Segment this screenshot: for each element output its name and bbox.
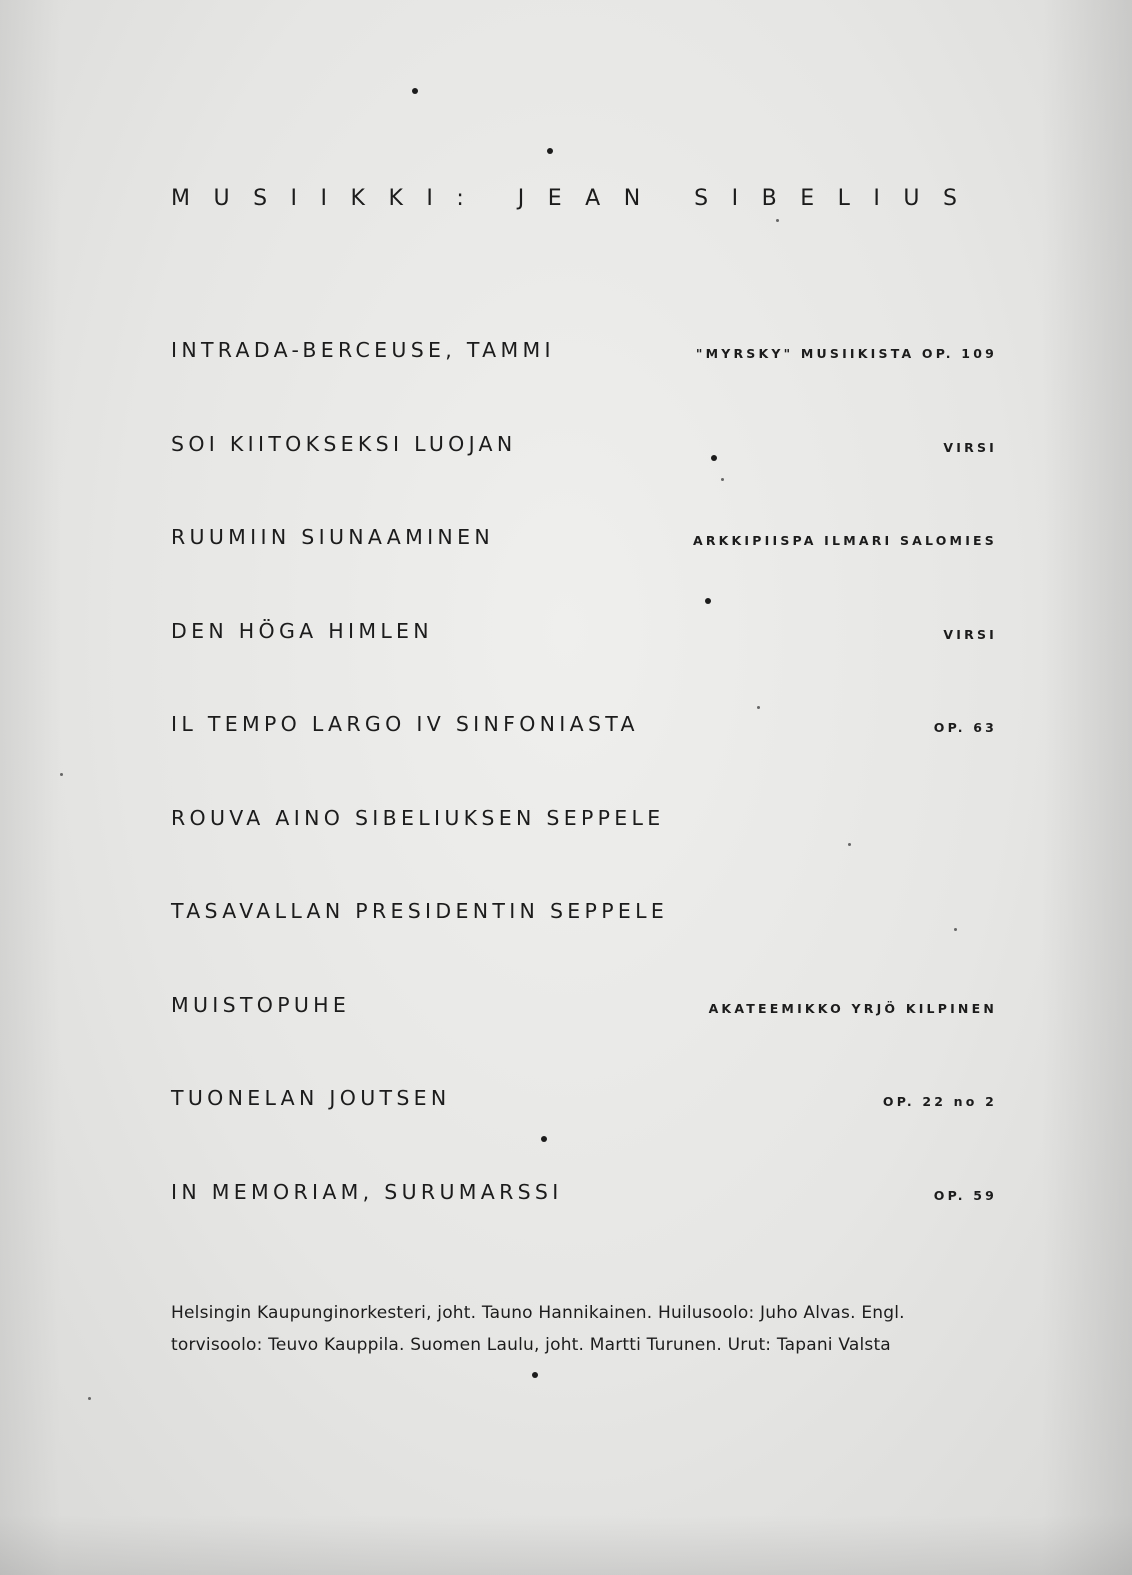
credits-line: torvisoolo: Teuvo Kauppila. Suomen Laulu, joht. Martti Turunen. Urut: Tapani Valsta xyxy=(171,1335,891,1355)
page-shadow-right xyxy=(1042,0,1132,1575)
programme-item-title: IN MEMORIAM, SURUMARSSI xyxy=(171,1179,563,1204)
programme-item xyxy=(171,712,997,806)
credits-line: Helsingin Kaupunginorkesteri, joht. Tauno Hannikainen. Huilusoolo: Juho Alvas. Engl. xyxy=(171,1303,905,1323)
programme-item xyxy=(171,1180,997,1274)
programme-item-note: OP. 59 xyxy=(933,1187,997,1203)
programme-item xyxy=(171,993,997,1087)
programme-list xyxy=(171,338,997,1273)
programme-item-title: MUISTOPUHE xyxy=(171,992,351,1017)
print-speck xyxy=(776,219,779,222)
programme-item xyxy=(171,525,997,619)
print-speck xyxy=(88,1397,91,1400)
heading-music-by: MUSIIKKI: JEAN SIBELIUS xyxy=(171,186,981,211)
print-speck xyxy=(60,773,63,776)
programme-item xyxy=(171,1086,997,1180)
programme-item-title: RUUMIIN SIUNAAMINEN xyxy=(171,525,494,549)
programme-item-note: OP. 22 no 2 xyxy=(882,1094,997,1109)
programme-item-title: INTRADA-BERCEUSE, TAMMI xyxy=(171,338,555,362)
page-shadow-left xyxy=(0,0,60,1575)
programme-item-note: VIRSI xyxy=(943,626,997,642)
programme-item-note: OP. 63 xyxy=(933,720,997,735)
page-shadow-bottom xyxy=(0,1515,1132,1575)
performer-credits xyxy=(171,1297,1001,1361)
programme-item xyxy=(171,432,997,526)
programme-item-title: TUONELAN JOUTSEN xyxy=(171,1086,451,1110)
programme-item-title: TASAVALLAN PRESIDENTIN SEPPELE xyxy=(171,899,669,923)
print-speck xyxy=(532,1372,538,1378)
programme-item-note: ARKKIPIISPA ILMARI SALOMIES xyxy=(692,533,997,548)
programme-item xyxy=(171,806,997,900)
programme-item-note: VIRSI xyxy=(943,439,997,455)
programme-item-title: SOI KIITOKSEKSI LUOJAN xyxy=(171,431,517,456)
programme-item-title: DEN HÖGA HIMLEN xyxy=(171,618,433,643)
programme-item-title: IL TEMPO LARGO IV SINFONIASTA xyxy=(171,712,639,736)
programme-item-title: ROUVA AINO SIBELIUKSEN SEPPELE xyxy=(171,805,665,830)
print-speck xyxy=(412,88,418,94)
programme-item xyxy=(171,619,997,713)
programme-item-note: "MYRSKY" MUSIIKISTA OP. 109 xyxy=(695,346,997,361)
print-speck xyxy=(547,148,553,154)
programme-item-note: AKATEEMIKKO YRJÖ KILPINEN xyxy=(708,1000,997,1016)
programme-item xyxy=(171,338,997,432)
programme-item xyxy=(171,899,997,993)
